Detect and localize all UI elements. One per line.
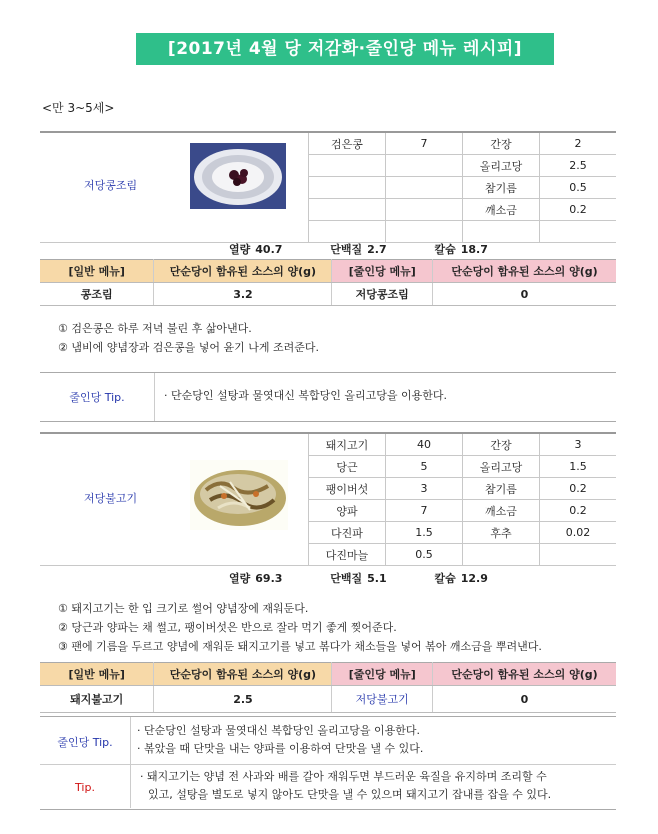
kcal-label: 열량 [229, 243, 251, 256]
recipe1-photo [190, 143, 286, 209]
ingredient-cell: 3 [540, 433, 617, 456]
recipe2-name: 저당불고기 [84, 492, 138, 505]
ingredient-cell: 후추 [463, 522, 540, 544]
sauce-value: 0 [432, 283, 616, 306]
ingredient-cell: 간장 [463, 433, 540, 456]
sauce-value: 저당콩조림 [332, 283, 433, 306]
sauce-value: 2.5 [154, 686, 332, 713]
ingredient-cell: 0.2 [540, 500, 617, 522]
recipe2-steps [58, 599, 542, 656]
page-title: [2017년 4월 당 저감화·줄인당 메뉴 레시피] [136, 33, 554, 65]
protein-label: 단백질 [330, 572, 363, 585]
recipe1-sauce-table [40, 259, 616, 306]
ingredient-cell: 간장 [463, 132, 540, 155]
calcium-label: 칼슘 [434, 572, 456, 585]
ingredient-cell: 2 [540, 132, 617, 155]
recipe2-tip-text [137, 722, 423, 758]
ingredient-cell [309, 155, 386, 177]
ingredient-cell: 당근 [309, 456, 386, 478]
ingredient-cell: 다진마늘 [309, 544, 386, 566]
ingredient-cell: 양파 [309, 500, 386, 522]
ingredient-cell: 돼지고기 [309, 433, 386, 456]
ingredient-cell: 0.2 [540, 478, 617, 500]
kcal-value: 40.7 [255, 243, 283, 256]
sauce-header: 단순당이 함유된 소스의 양(g) [432, 260, 616, 283]
ingredient-cell [386, 221, 463, 243]
ingredient-cell: 팽이버섯 [309, 478, 386, 500]
recipe2-sauce-table [40, 662, 616, 713]
step-item: ① 돼지고기는 한 입 크기로 썰어 양념장에 재워둔다. [58, 602, 309, 615]
step-item: ① 검은콩은 하루 저녁 불린 후 삶아낸다. [58, 322, 252, 335]
ingredient-cell [463, 544, 540, 566]
ingredient-cell: 깨소금 [463, 500, 540, 522]
sauce-header: 단순당이 함유된 소스의 양(g) [154, 663, 332, 686]
sauce-header: [줄인당 메뉴] [332, 663, 433, 686]
step-item: ③ 팬에 기름을 두르고 양념에 재워둔 돼지고기를 넣고 볶다가 채소들을 넣어 볶아 깨소금을 뿌려낸다. [58, 640, 542, 653]
ingredient-cell: 0.2 [540, 199, 617, 221]
step-item: ② 당근과 양파는 채 썰고, 팽이버섯은 반으로 잘라 먹기 좋게 찢어준다. [58, 621, 397, 634]
ingredient-cell [309, 221, 386, 243]
calcium-label: 칼슘 [434, 243, 456, 256]
ingredient-cell [309, 177, 386, 199]
sauce-header: [일반 메뉴] [40, 260, 154, 283]
protein-value: 2.7 [367, 243, 387, 256]
tip-line: · 볶았을 때 단맛을 내는 양파를 이용하여 단맛을 낼 수 있다. [137, 742, 424, 755]
recipe1-ingredient-table [40, 131, 616, 243]
ingredient-cell [386, 155, 463, 177]
tip-line: · 돼지고기는 양념 전 사과와 배를 갈아 재워두면 부드러운 육질을 유지하며 조리할 수 [140, 770, 547, 783]
sauce-header: [줄인당 메뉴] [332, 260, 433, 283]
recipe2-tip-label: 줄인당 Tip. [57, 736, 113, 749]
ingredient-cell: 검은콩 [309, 132, 386, 155]
recipe1-name: 저당콩조림 [84, 179, 138, 192]
tip-row-divider [40, 764, 616, 765]
ingredient-cell [386, 199, 463, 221]
sauce-header: [일반 메뉴] [40, 663, 154, 686]
ingredient-cell [309, 199, 386, 221]
kcal-label: 열량 [229, 572, 251, 585]
ingredient-cell: 올리고당 [463, 456, 540, 478]
sauce-value: 콩조림 [40, 283, 154, 306]
sauce-value: 저당불고기 [332, 686, 433, 713]
recipe2-photo [190, 460, 288, 530]
kcal-value: 69.3 [255, 572, 283, 585]
sauce-value: 3.2 [154, 283, 332, 306]
ingredient-cell: 1.5 [540, 456, 617, 478]
ingredient-cell: 7 [386, 500, 463, 522]
protein-label: 단백질 [330, 243, 363, 256]
recipe2-nutrition [229, 570, 532, 586]
ingredient-cell: 0.02 [540, 522, 617, 544]
age-group-label: <만 3~5세> [42, 101, 115, 115]
ingredient-cell: 2.5 [540, 155, 617, 177]
tip-divider [130, 717, 131, 808]
calcium-value: 12.9 [460, 572, 488, 585]
ingredient-cell: 0.5 [540, 177, 617, 199]
sauce-value: 돼지불고기 [40, 686, 154, 713]
protein-value: 5.1 [367, 572, 387, 585]
ingredient-cell: 다진파 [309, 522, 386, 544]
ingredient-cell [540, 544, 617, 566]
ingredient-cell: 5 [386, 456, 463, 478]
tip-line: · 단순당인 설탕과 물엿대신 복합당인 올리고당을 이용한다. [137, 724, 420, 737]
recipe1-nutrition [229, 241, 532, 257]
recipe2-tip2-text [140, 768, 610, 804]
ingredient-cell [386, 177, 463, 199]
tip-line: 있고, 설탕을 별도로 넣지 않아도 단맛을 낼 수 있으며 돼지고기 잡내를 잡을 수 있다. [148, 788, 552, 801]
ingredient-cell: 40 [386, 433, 463, 456]
step-item: ② 냄비에 양념장과 검은콩을 넣어 윤기 나게 조려준다. [58, 341, 319, 354]
sauce-header: 단순당이 함유된 소스의 양(g) [432, 663, 616, 686]
tip-divider [154, 373, 155, 421]
ingredient-cell: 1.5 [386, 522, 463, 544]
recipe1-tip-text: · 단순당인 설탕과 물엿대신 복합당인 올리고당을 이용한다. [164, 389, 447, 402]
recipe2-name-cell [40, 433, 309, 566]
ingredient-cell: 참기름 [463, 478, 540, 500]
ingredient-cell: 올리고당 [463, 155, 540, 177]
calcium-value: 18.7 [460, 243, 488, 256]
ingredient-cell: 0.5 [386, 544, 463, 566]
recipe1-tip-label: 줄인당 Tip. [69, 391, 125, 404]
ingredient-cell: 7 [386, 132, 463, 155]
ingredient-cell: 3 [386, 478, 463, 500]
sauce-header: 단순당이 함유된 소스의 양(g) [154, 260, 332, 283]
recipe1-name-cell [40, 132, 309, 243]
recipe2-tip2-label: Tip. [75, 781, 95, 794]
recipe2-ingredient-table [40, 432, 616, 566]
sauce-value: 0 [432, 686, 616, 713]
ingredient-cell: 참기름 [463, 177, 540, 199]
ingredient-cell [463, 221, 540, 243]
ingredient-cell: 깨소금 [463, 199, 540, 221]
ingredient-cell [540, 221, 617, 243]
recipe1-steps [58, 319, 319, 357]
